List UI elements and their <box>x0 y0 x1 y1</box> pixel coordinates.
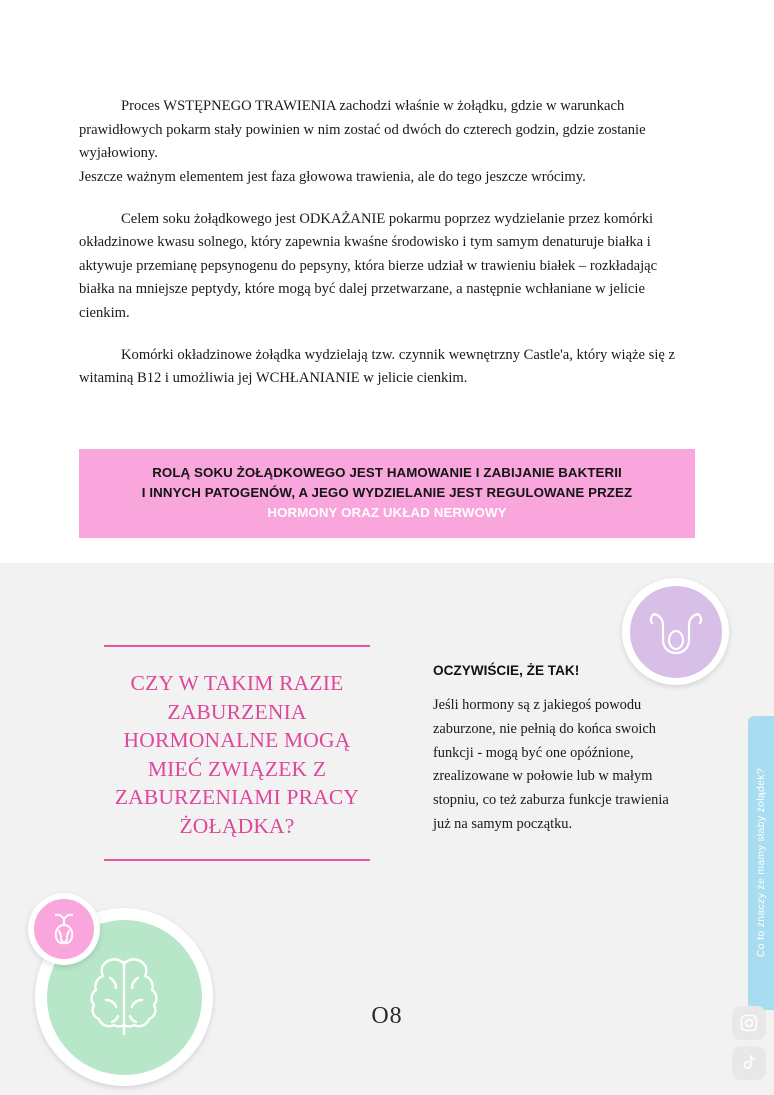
highlight-line-2: I INNYCH PATOGENÓW, A JEGO WYDZIELANIE JEST REGULOWANE PRZEZ <box>141 484 633 500</box>
divider-top <box>104 645 370 647</box>
thyroid-badge-inner <box>34 899 94 959</box>
side-tab-label: Co to znaczy że mamy słaby żołądek? <box>755 768 767 958</box>
article-body <box>79 95 695 391</box>
paragraph: Komórki okładzinowe żołądka wydzielają tzw. czynnik wewnętrzny Castle'a, który wiąże się z witaminą B12 i umożliwia jej WCHŁANIANIE w jelicie cienkim. <box>79 346 676 387</box>
uterus-badge-inner <box>630 586 722 678</box>
instagram-button[interactable] <box>732 1006 766 1040</box>
question-block <box>104 645 370 861</box>
thyroid-badge <box>28 893 100 965</box>
brain-icon <box>80 952 168 1042</box>
answer-block <box>433 663 689 837</box>
highlight-line-1: ROLĄ SOKU ŻOŁĄDKOWEGO JEST HAMOWANIE I ZABIJANIE BAKTERII <box>152 465 622 480</box>
paragraph: Proces WSTĘPNEGO TRAWIENIA zachodzi właśnie w żołądku, gdzie w warunkach prawidłowych pokarm stały powinien w nim zostać od dwóch do czterech godzin, gdzie zostanie wyjałowiony. <box>79 98 646 162</box>
highlight-line-3: HORMONY ORAZ UKŁAD NERWOWY <box>267 504 507 520</box>
instagram-icon <box>739 1013 759 1033</box>
thyroid-icon <box>45 911 83 947</box>
answer-title: OCZYWIŚCIE, ŻE TAK! <box>433 663 580 678</box>
side-tab[interactable] <box>748 716 774 1010</box>
answer-body: Jeśli hormony są z jakiegoś powodu zaburzone, nie pełnią do końca swoich funkcji - mogą być one opóźnione, zrealizowane w połowie lub w małym stopniu, co też zaburza funkcje trawienia już na samym początku. <box>433 697 669 832</box>
paragraph: Jeszcze ważnym elementem jest faza głowowa trawienia, ale do tego jeszcze wrócimy. <box>79 168 586 185</box>
divider-bottom <box>104 859 370 861</box>
tiktok-icon <box>739 1053 759 1073</box>
uterus-badge <box>622 578 729 685</box>
tiktok-button[interactable] <box>732 1046 766 1080</box>
question-text: CZY W TAKIM RAZIE ZABURZENIA HORMONALNE MOGĄ MIEĆ ZWIĄZEK Z ZABURZENIAMI PRACY ŻOŁĄDKA? <box>114 671 360 838</box>
highlight-box <box>79 449 695 538</box>
paragraph: Celem soku żołądkowego jest ODKAŻANIE pokarmu poprzez wydzielanie przez komórki okładzinowe kwasu solnego, który zapewnia kwaśne środowisko i tym samym denaturuje białka i aktywuje przemianę pepsynogenu do pepsyny, która bierze udział w trawieniu białek – rozkładając białka na mniejsze peptydy, które mogą być dalej przetwarzane, a następnie wchłaniane w jelicie cienkim. <box>79 210 658 322</box>
uterus-icon <box>645 607 707 657</box>
page-number: O8 <box>371 1003 403 1029</box>
